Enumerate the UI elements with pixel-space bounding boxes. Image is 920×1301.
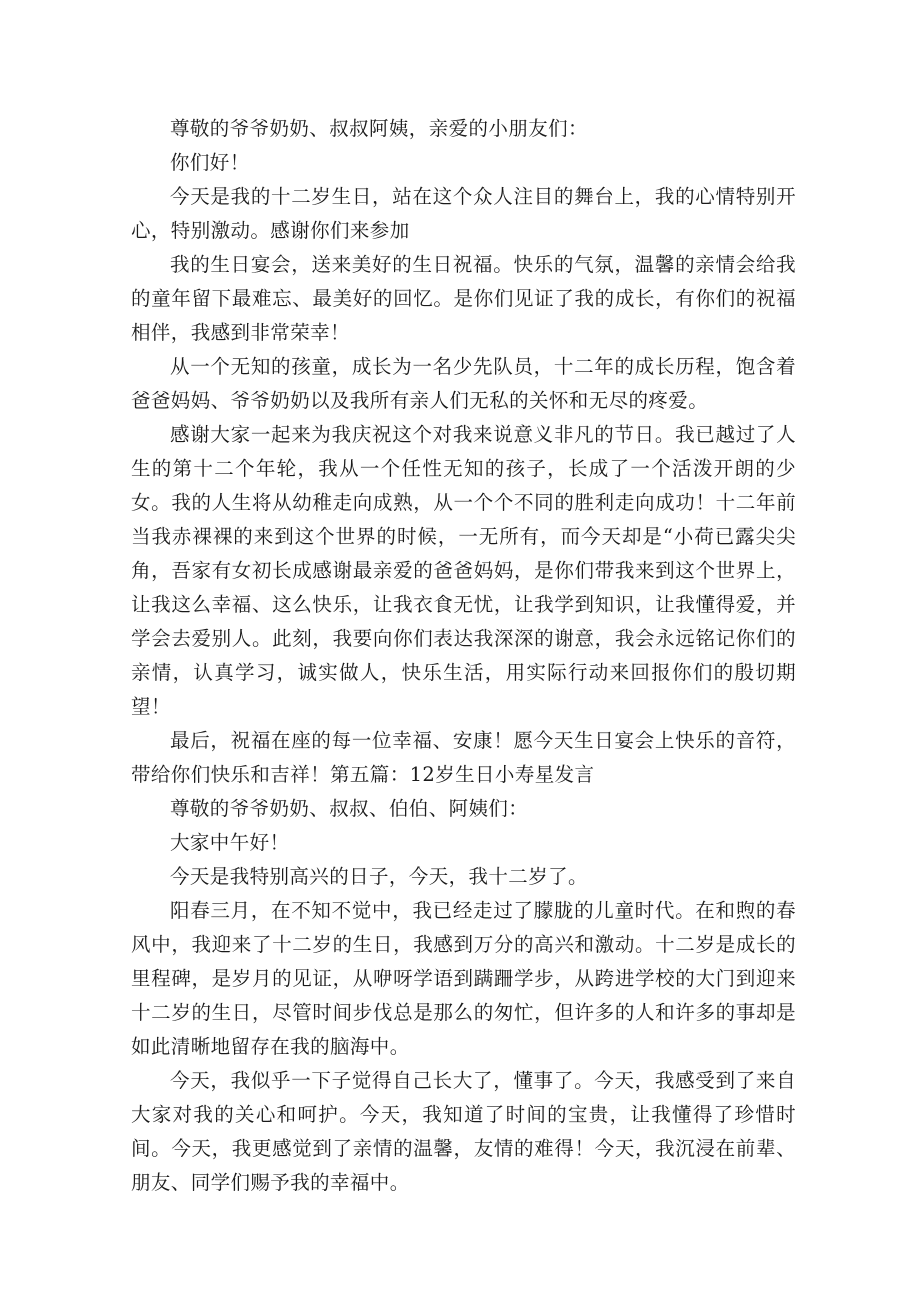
- paragraph-thanks: 感谢大家一起来为我庆祝这个对我来说意义非凡的节日。我已越过了人生的第十二个年轮，我从一个任性无知的孩子，长成了一个活泼开朗的少女。我的人生将从幼稚走向成熟，从一个个不同的胜利走向成功！十二年前当我赤裸裸的来到这个世界的时候，一无所有，而今天却是“小荷已露尖尖角，吾家有女初长成感谢最亲爱的爸爸妈妈，是你们带我来到这个世界上，让我这么幸福、这么快乐，让我衣食无忧，让我学到知识，让我懂得爱，并学会去爱别人。此刻，我要向你们表达我深深的谢意，我会永远铭记你们的亲情，认真学习，诚实做人，快乐生活，用实际行动来回报你们的殷切期望！: [131, 423, 796, 718]
- paragraph-hello: 你们好！: [170, 151, 250, 174]
- paragraph-greeting: 尊敬的爷爷奶奶、叔叔阿姨，亲爱的小朋友们：: [170, 117, 588, 140]
- paragraph-spring: 阳春三月，在不知不觉中，我已经走过了朦胧的儿童时代。在和煦的春风中，我迎来了十二岁的生日，我感到万分的高兴和激动。十二岁是成长的里程碑，是岁月的见证，从咿呀学语到蹒跚学步，从跨进学校的大门到迎来十二岁的生日，尽管时间步伐总是那么的匆忙，但许多的人和许多的事却是如此清晰地留存在我的脑海中。: [131, 899, 796, 1058]
- paragraph-banquet: 我的生日宴会，送来美好的生日祝福。快乐的气氛，温馨的亲情会给我的童年留下最难忘、最美好的回忆。是你们见证了我的成长，有你们的祝福相伴，我感到非常荣幸！: [131, 253, 796, 344]
- document-body: [131, 112, 796, 1200]
- paragraph-greeting-2: 尊敬的爷爷奶奶、叔叔、伯伯、阿姨们：: [170, 797, 529, 820]
- paragraph-today: 今天，我似乎一下子觉得自己长大了，懂事了。今天，我感受到了来自大家对我的关心和呵护。今天，我知道了时间的宝贵，让我懂得了珍惜时间。今天，我更感觉到了亲情的温馨，友情的难得！今天，我沉浸在前辈、朋友、同学们赐予我的幸福中。: [131, 1069, 796, 1194]
- paragraph-growth: 从一个无知的孩童，成长为一名少先队员，十二年的成长历程，饱含着爸爸妈妈、爷爷奶奶以及我所有亲人们无私的关怀和无尽的疼爱。: [131, 355, 796, 412]
- paragraph-closing: 最后，祝福在座的每一位幸福、安康！愿今天生日宴会上快乐的音符，带给你们快乐和吉祥！第五篇：12岁生日小寿星发言: [131, 729, 796, 786]
- paragraph-hello-2: 大家中午好！: [170, 831, 290, 854]
- paragraph-birthday-intro: 今天是我的十二岁生日，站在这个众人注目的舞台上，我的心情特别开心，特别激动。感谢你们来参加: [131, 185, 796, 242]
- paragraph-happy-day: 今天是我特别高兴的日子，今天，我十二岁了。: [170, 865, 588, 888]
